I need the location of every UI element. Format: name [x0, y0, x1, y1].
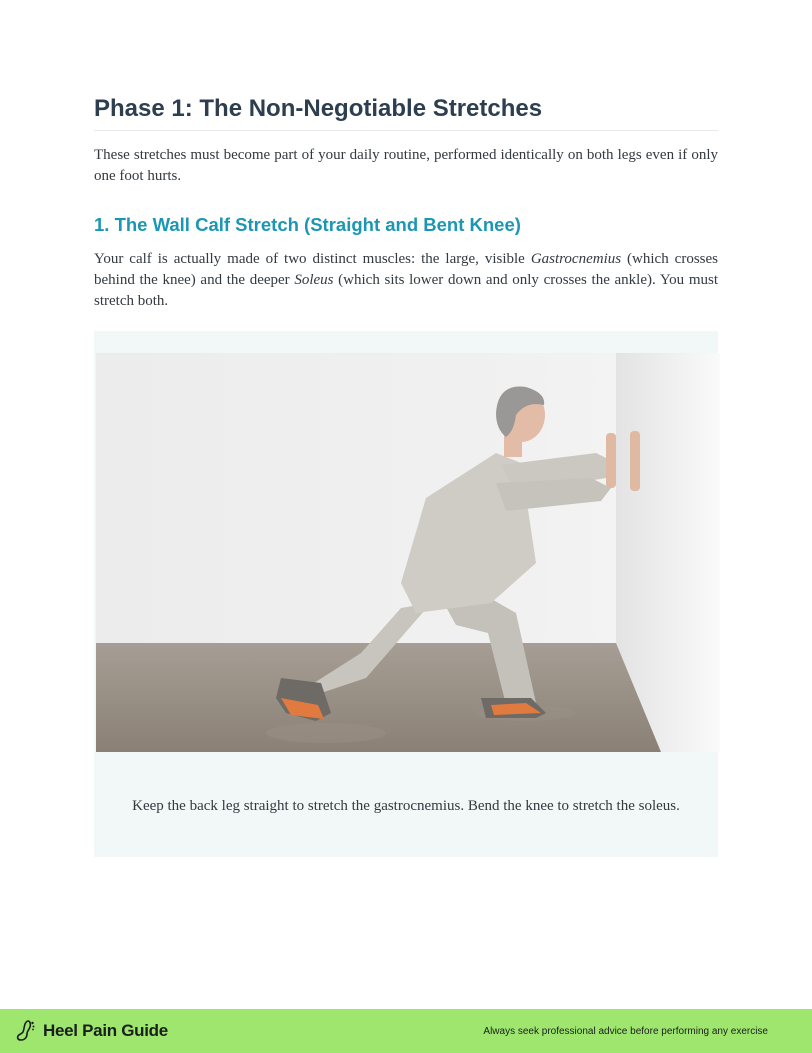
- footer-brand[interactable]: [14, 1009, 168, 1053]
- muscle-name: Gastrocnemius: [530, 251, 622, 267]
- foot-icon: [14, 1019, 38, 1043]
- body-text-run: (which crosses behind the knee) and the deeper: [94, 251, 719, 288]
- exercise-photo: [96, 353, 720, 752]
- exercise-title: 1. The Wall Calf Stretch (Straight and Bent Knee): [94, 214, 521, 235]
- wall-stretch-illustration: [96, 353, 720, 752]
- footer-brand-name: Heel Pain Guide: [43, 1021, 168, 1040]
- body-text-run: (which sits lower down and only crosses the ankle). You must stretch both.: [94, 272, 718, 309]
- exercise-description: [94, 249, 718, 312]
- body-text-run: Your calf is actually made of two distinct muscles: the large, visible: [94, 251, 531, 267]
- exercise-figure: [94, 331, 718, 857]
- section-title: Phase 1: The Non-Negotiable Stretches: [94, 94, 718, 131]
- footer-bar: [0, 1009, 812, 1053]
- content-column: [94, 94, 718, 312]
- figure-caption: Keep the back leg straight to stretch the gastrocnemius. Bend the knee to stretch the soleus.: [132, 798, 680, 814]
- muscle-name: Soleus: [294, 272, 334, 288]
- section-intro: These stretches must become part of your daily routine, performed identically on both legs even if only one foot hurts.: [94, 147, 718, 184]
- footer-disclaimer: Always seek professional advice before performing any exercise: [483, 1025, 768, 1037]
